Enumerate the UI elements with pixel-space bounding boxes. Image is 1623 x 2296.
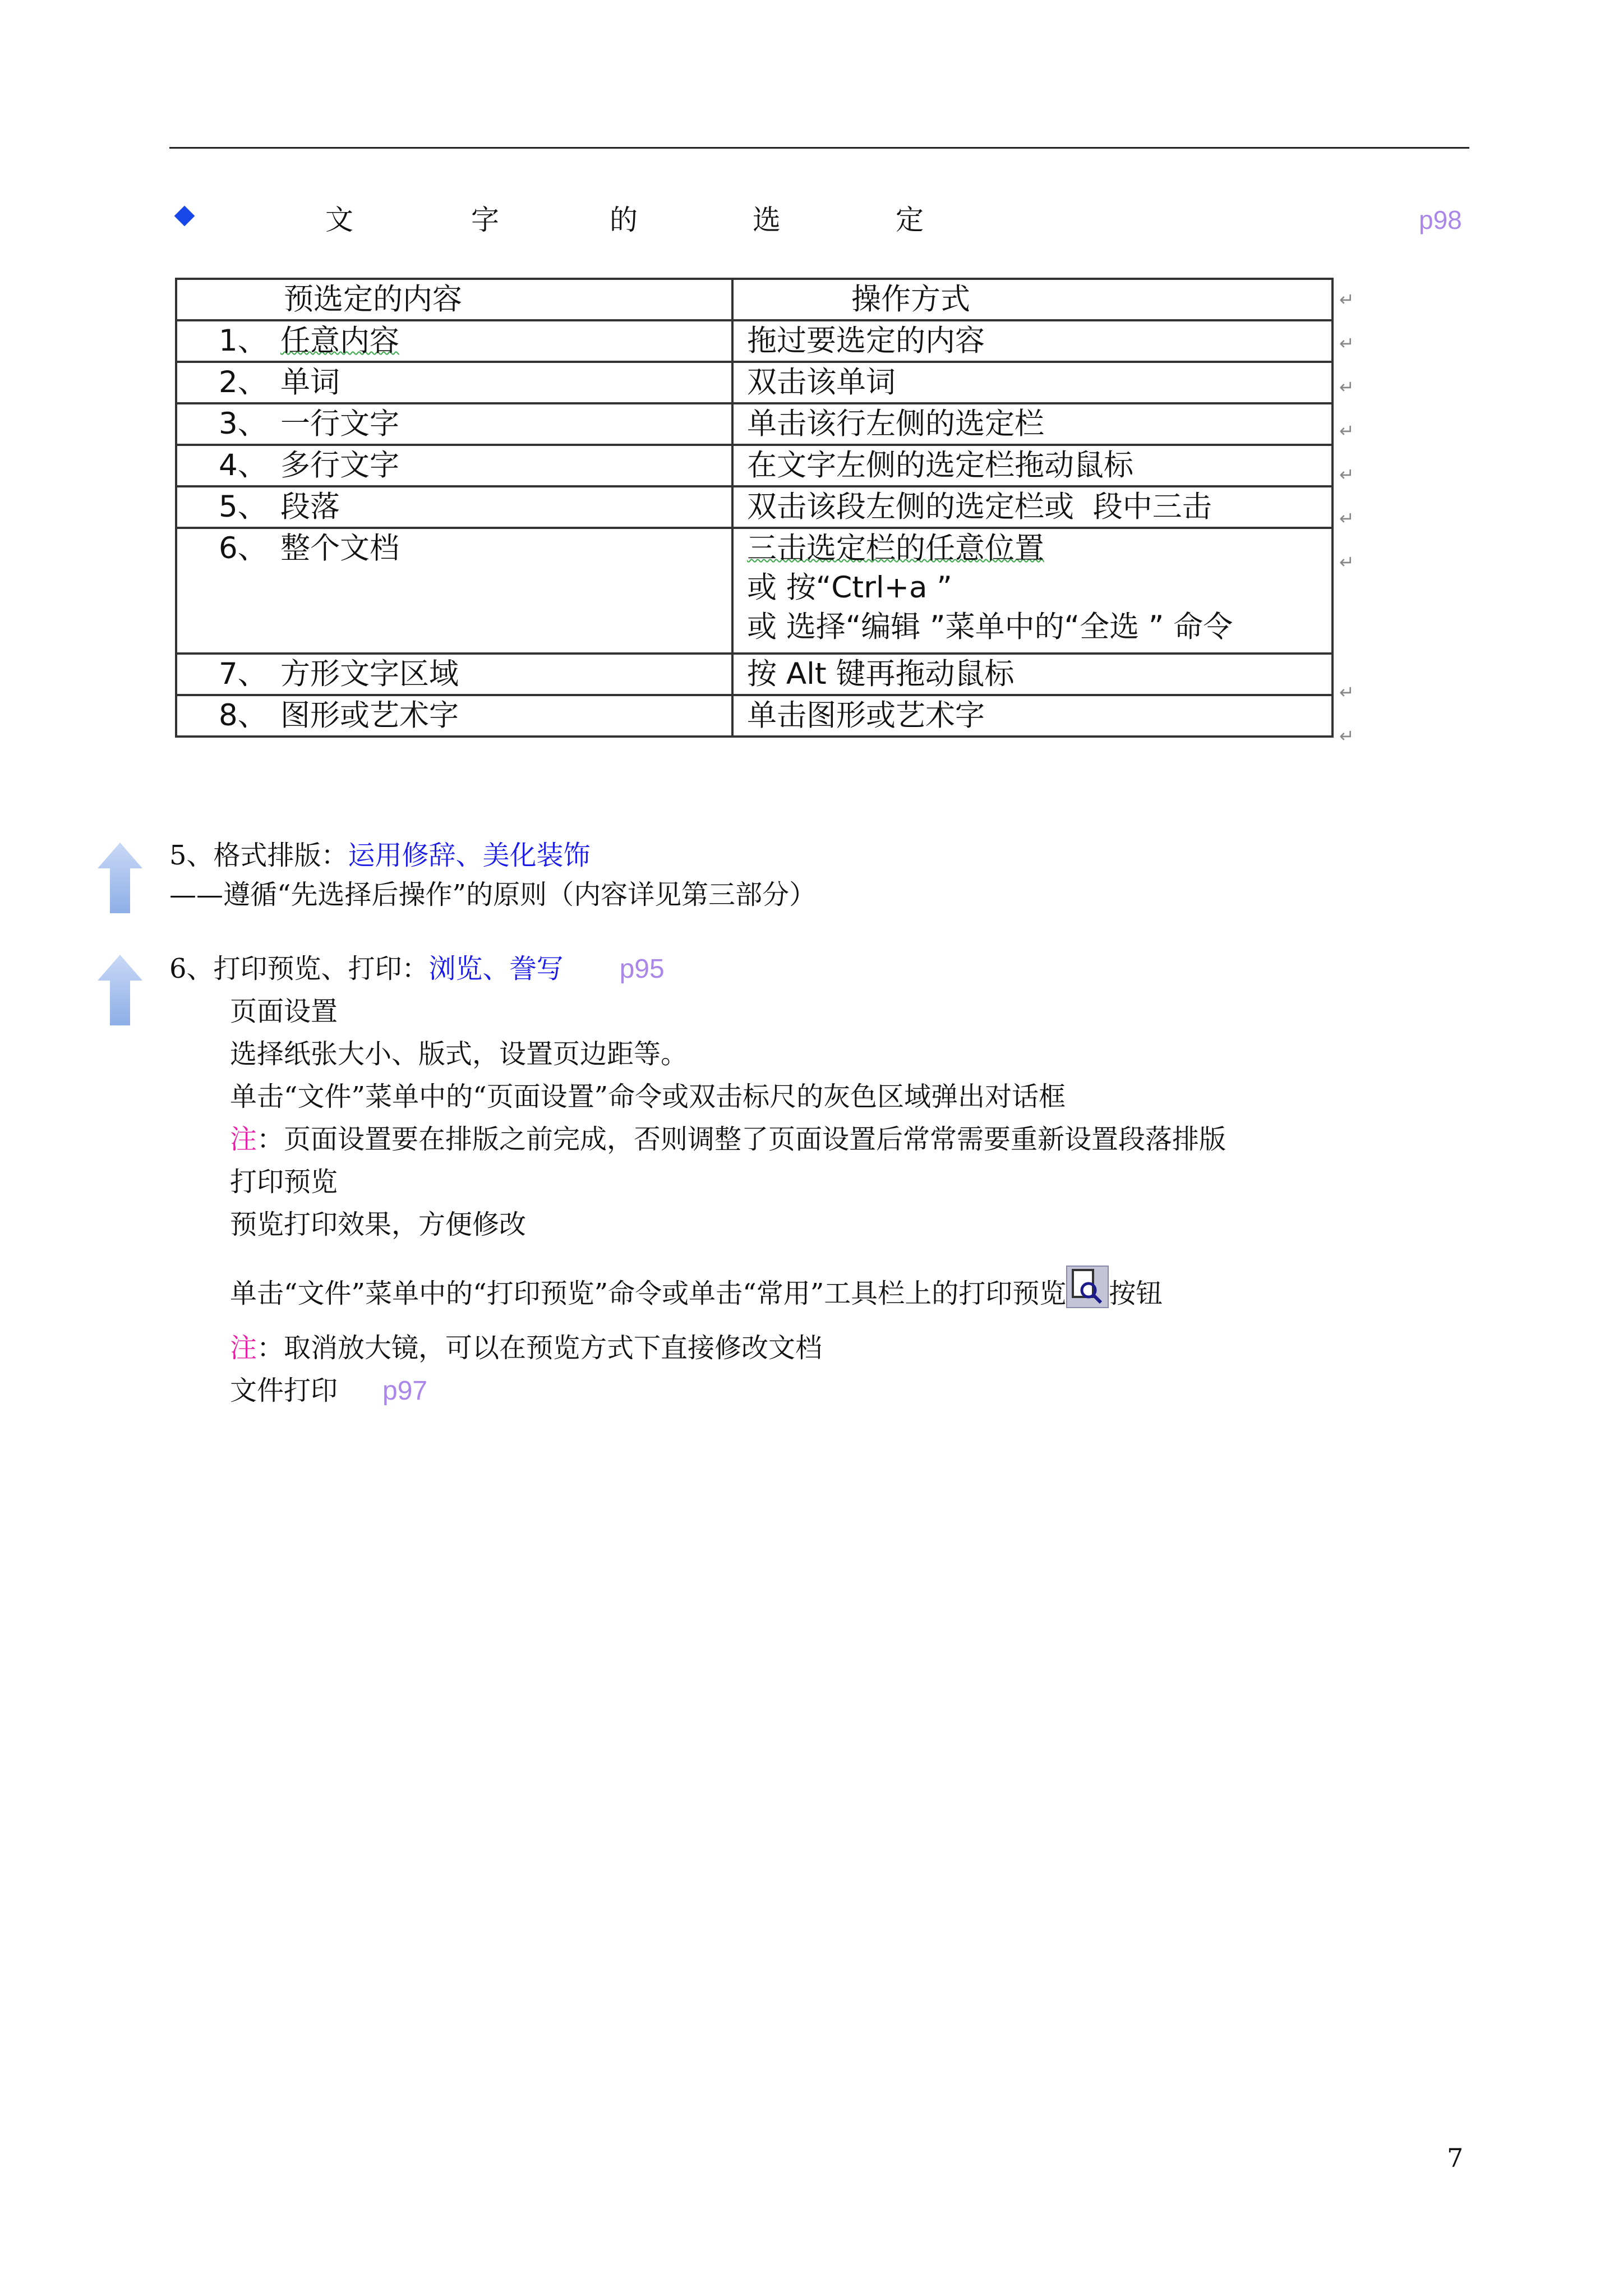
column-header: 预选定的内容 [176,279,732,320]
heading-char: 选 [753,204,781,236]
note-text: ：取消放大镜，可以在预览方式下直接修改文档 [257,1332,823,1364]
note-text: ：页面设置要在排版之前完成，否则调整了页面设置后常常需要重新设置段落排版 [257,1124,1227,1155]
row-operation: 拖过要选定的内容 [732,320,1332,362]
row-operation [732,528,1332,654]
section6-title [169,949,665,989]
table-row [176,445,1332,486]
table-row [176,362,1332,403]
blue-diamond-icon [174,206,195,227]
note-label: 注 [230,1332,257,1364]
row-content: 图形或艺术字 [280,698,459,733]
row-number: 4、 [219,448,268,482]
paragraph-mark-icon: ↵ [1339,725,1354,747]
column-header: 操作方式 [732,279,1332,320]
heading-char: 定 [896,204,924,236]
preview-how-text: 单击“文件”菜单中的“打印预览”命令或单击“常用”工具栏上的打印预览 [230,1278,1067,1309]
heading-char: 字 [471,204,499,236]
paragraph-mark-icon: ↵ [1339,376,1354,398]
section5-title [169,836,591,875]
table-row [176,403,1332,445]
heading-char: 文 [325,204,353,236]
note-page-setup [230,1120,1226,1159]
row-number: 3、 [219,407,268,441]
table-row [176,695,1332,737]
row-number: 1、 [219,324,268,358]
table-row [176,320,1332,362]
page-setup-desc: 选择纸张大小、版式，设置页边距等。 [230,1038,688,1070]
table-header-row [176,279,1332,320]
preview-desc: 预览打印效果，方便修改 [230,1209,527,1240]
page-setup-how: 单击“文件”菜单中的“页面设置”命令或双击标尺的灰色区域弹出对话框 [230,1081,1066,1112]
row-operation: 单击该行左侧的选定栏 [732,403,1332,445]
page-ref: p95 [619,954,665,984]
paragraph-mark-icon: ↵ [1339,333,1354,354]
up-arrow-icon [96,954,144,1027]
paragraph-mark-icon: ↵ [1339,289,1354,310]
paragraph-mark-icon: ↵ [1339,464,1354,485]
row-operation: 双击该段左侧的选定栏或 段中三击 [732,486,1332,528]
preview-how [230,1266,1163,1313]
table-row [176,528,1332,654]
row-content: 多行文字 [280,448,399,482]
row-number: 8、 [219,698,268,733]
paragraph-mark-icon: ↵ [1339,682,1354,703]
row-content: 整个文档 [280,531,399,565]
page-ref: p98 [1419,205,1462,234]
row-content: 方形文字区域 [280,657,459,691]
print-preview-icon[interactable] [1066,1266,1109,1308]
row-operation: 在文字左侧的选定栏拖动鼠标 [732,445,1332,486]
section5-link-text: 运用修辞、美化装饰 [348,840,591,871]
row-content: 单词 [280,365,340,399]
row-content: 段落 [280,490,340,524]
paragraph-mark-icon: ↵ [1339,508,1354,529]
section6-title-text: 6、打印预览、打印： [169,953,429,984]
page-setup-label: 页面设置 [230,996,338,1027]
note-label: 注 [230,1124,257,1155]
page-ref: p97 [382,1376,428,1406]
file-print-line [230,1371,427,1411]
note-preview [230,1328,822,1368]
paragraph-mark-icon: ↵ [1339,420,1354,441]
row-number: 5、 [219,490,268,524]
page-number: 7 [1447,2143,1464,2173]
row-operation: 双击该单词 [732,362,1332,403]
operation-line: 或 选择“编辑 ”菜单中的“全选 ” 命令 [747,610,1233,644]
row-operation: 单击图形或艺术字 [732,695,1332,737]
row-number: 2、 [219,365,268,399]
heading-char: 的 [610,204,638,236]
header-rule [169,147,1469,149]
row-content: 任意内容 [280,324,399,358]
table-row [176,654,1332,695]
operation-line: 三击选定栏的任意位置 [747,531,1044,565]
paragraph-mark-icon: ↵ [1339,551,1354,573]
section-heading [169,203,1469,237]
row-number: 7、 [219,657,268,691]
row-operation: 按 Alt 键再拖动鼠标 [732,654,1332,695]
up-arrow-icon [96,841,144,914]
section6-link-text: 浏览、誊写 [428,953,564,984]
table-row [176,486,1332,528]
section5-title-text: 5、格式排版： [169,840,348,871]
section5-subline: ——遵循“先选择后操作”的原则（内容详见第三部分） [169,879,817,910]
file-print-label: 文件打印 [230,1375,338,1406]
operation-line: 或 按“Ctrl+a ” [747,570,952,605]
print-preview-label: 打印预览 [230,1166,338,1198]
row-number: 6、 [219,531,268,565]
selection-table [175,278,1334,738]
row-content: 一行文字 [280,407,399,441]
preview-button-suffix: 按钮 [1109,1278,1163,1309]
